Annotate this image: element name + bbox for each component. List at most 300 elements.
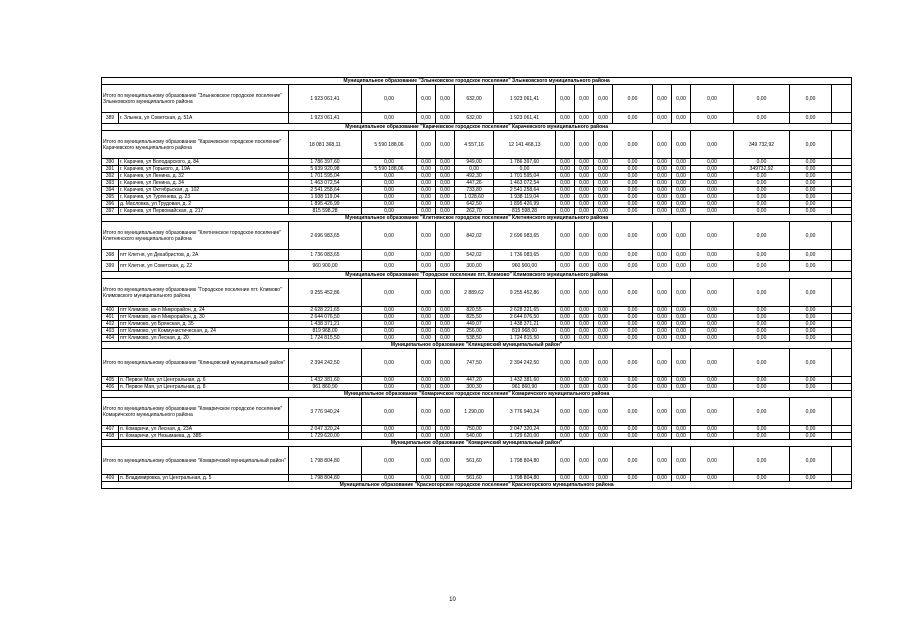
row-value-cell: 0,00 <box>734 159 790 166</box>
row-value-cell: 0,00 <box>436 187 455 194</box>
row-value-cell: 0,00 <box>436 475 455 482</box>
empty-cell <box>832 314 852 321</box>
row-value-cell: 0,00 <box>613 321 653 328</box>
table-row <box>102 475 852 482</box>
row-number: 409 <box>102 475 119 482</box>
row-value-cell: 0,00 <box>653 384 672 391</box>
row-address: г. Карачев, ул Ленина, д. 32 <box>119 173 289 180</box>
row-value-cell: 0,00 <box>556 261 575 272</box>
row-value-cell: 1 798 804,80 <box>289 475 362 482</box>
row-value-cell: 0,00 <box>790 335 832 342</box>
total-value-cell: 0,00 <box>734 447 790 475</box>
row-value-cell: 632,00 <box>455 113 494 124</box>
total-value-cell: 0,00 <box>556 349 575 377</box>
row-value-cell: 0,00 <box>691 261 734 272</box>
budget-table-body <box>102 78 852 489</box>
row-value-cell: 0,00 <box>556 475 575 482</box>
row-value-cell: 0,00 <box>362 194 417 201</box>
row-value-cell: 0,00 <box>613 433 653 440</box>
row-value-cell: 300,00 <box>455 261 494 272</box>
row-value-cell: 2 541 258,64 <box>289 187 362 194</box>
row-value-cell: 0,00 <box>556 314 575 321</box>
row-value-cell: 0,00 <box>362 159 417 166</box>
row-number: 403 <box>102 328 119 335</box>
total-label: Итого по муниципальному образованию "Комаричское городское поселение" Комаричского муниципального района <box>102 398 289 426</box>
total-value-cell: 0,00 <box>575 349 594 377</box>
row-value-cell: 0,00 <box>613 475 653 482</box>
row-value-cell: 0,00 <box>653 433 672 440</box>
row-value-cell: 1 701 595,04 <box>494 173 556 180</box>
empty-cell <box>832 377 852 384</box>
row-value-cell: 0,00 <box>417 208 436 215</box>
total-value-cell: 0,00 <box>734 279 790 307</box>
row-value-cell: 0,00 <box>417 159 436 166</box>
row-value-cell: 0,00 <box>575 166 594 173</box>
section-title: Муниципальное образование "Карачевское городское поселение" Карачевского муниципального района <box>102 124 852 131</box>
row-address: пгт Климово, кв-л Микрорайон, д. 24 <box>119 307 289 314</box>
row-value-cell: 300,30 <box>455 384 494 391</box>
row-value-cell: 0,00 <box>556 113 575 124</box>
row-address: п. Владимировка, ул Центральная, д. 5 <box>119 475 289 482</box>
row-value-cell: 0,00 <box>653 475 672 482</box>
row-value-cell: 0,00 <box>672 250 691 261</box>
row-value-cell: 0,00 <box>653 314 672 321</box>
row-value-cell: 0,00 <box>613 201 653 208</box>
total-value-cell: 0,00 <box>556 279 575 307</box>
row-value-cell: 0,00 <box>575 314 594 321</box>
total-value-cell: 0,00 <box>653 447 672 475</box>
total-value-cell: 0,00 <box>613 131 653 159</box>
total-value-cell: 0,00 <box>653 349 672 377</box>
row-value-cell: 447,26 <box>455 180 494 187</box>
row-value-cell: 0,00 <box>362 426 417 433</box>
row-value-cell: 0,00 <box>691 208 734 215</box>
row-address: г. Карачев, ул Тургенева, д. 23 <box>119 194 289 201</box>
row-value-cell: 0,00 <box>436 159 455 166</box>
total-value-cell: 0,00 <box>417 222 436 250</box>
total-value-cell: 0,00 <box>672 131 691 159</box>
row-value-cell: 0,00 <box>575 180 594 187</box>
row-value-cell: 2 628 221,65 <box>494 307 556 314</box>
table-row <box>102 208 852 215</box>
row-value-cell: 2 541 258,64 <box>494 187 556 194</box>
row-value-cell: 0,00 <box>691 113 734 124</box>
total-value-cell: 632,00 <box>455 85 494 113</box>
row-value-cell: 1 463 072,54 <box>494 180 556 187</box>
row-number: 398 <box>102 250 119 261</box>
row-value-cell: 0,00 <box>734 208 790 215</box>
row-value-cell: 0,00 <box>417 314 436 321</box>
section-total-row <box>102 398 852 426</box>
row-value-cell: 0,00 <box>556 208 575 215</box>
row-value-cell: 0,00 <box>672 433 691 440</box>
row-number: 395 <box>102 194 119 201</box>
total-value-cell: 0,00 <box>436 279 455 307</box>
row-value-cell: 0,00 <box>417 250 436 261</box>
budget-table <box>101 77 852 489</box>
row-value-cell: 492,30 <box>455 173 494 180</box>
row-value-cell: 750,00 <box>455 426 494 433</box>
empty-cell <box>832 194 852 201</box>
row-value-cell: 0,00 <box>734 261 790 272</box>
total-value-cell: 0,00 <box>691 222 734 250</box>
row-value-cell: 0,00 <box>734 426 790 433</box>
row-value-cell: 0,00 <box>653 377 672 384</box>
row-number: 394 <box>102 187 119 194</box>
row-value-cell: 0,00 <box>672 475 691 482</box>
table-row <box>102 166 852 173</box>
row-value-cell: 0,00 <box>417 201 436 208</box>
total-value-cell: 0,00 <box>734 85 790 113</box>
total-value-cell: 0,00 <box>417 131 436 159</box>
section-total-row <box>102 131 852 159</box>
total-value-cell: 0,00 <box>790 222 832 250</box>
row-value-cell: 0,00 <box>575 328 594 335</box>
row-value-cell: 0,00 <box>362 335 417 342</box>
row-value-cell: 0,00 <box>594 384 613 391</box>
row-value-cell: 0,00 <box>417 328 436 335</box>
row-value-cell: 449,07 <box>455 321 494 328</box>
row-value-cell: 0,00 <box>362 113 417 124</box>
empty-cell <box>832 187 852 194</box>
row-value-cell: 0,00 <box>790 426 832 433</box>
row-value-cell: 0,00 <box>691 328 734 335</box>
row-value-cell: 0,00 <box>734 335 790 342</box>
row-value-cell: 0,00 <box>790 377 832 384</box>
empty-cell <box>832 250 852 261</box>
total-value-cell: 349 732,92 <box>734 131 790 159</box>
section-header-row <box>102 78 852 85</box>
total-value-cell: 0,00 <box>672 398 691 426</box>
section-title: Муниципальное образование "Клинцовский муниципальный район" <box>102 342 852 349</box>
row-value-cell: 0,00 <box>436 208 455 215</box>
row-value-cell: 262,70 <box>455 208 494 215</box>
total-value-cell: 0,00 <box>417 349 436 377</box>
row-value-cell: 1 786 397,60 <box>289 159 362 166</box>
total-label: Итого по муниципальному образованию "Карачевское городское поселение" Карачевского муниципального района <box>102 131 289 159</box>
total-value-cell: 0,00 <box>594 349 613 377</box>
row-value-cell: 0,00 <box>362 208 417 215</box>
row-value-cell: 0,00 <box>362 377 417 384</box>
total-label: Итого по муниципальному образованию "Злынковское городское поселение" Злынковского муниципального района <box>102 85 289 113</box>
row-value-cell: 0,00 <box>672 166 691 173</box>
total-value-cell: 1 923 061,41 <box>494 85 556 113</box>
row-address: п. Комаричи, ул Лесная, д. 23А <box>119 426 289 433</box>
total-value-cell: 2 394 242,50 <box>494 349 556 377</box>
row-number: 402 <box>102 321 119 328</box>
total-value-cell: 0,00 <box>790 398 832 426</box>
total-value-cell: 0,00 <box>613 447 653 475</box>
row-number: 389 <box>102 113 119 124</box>
row-value-cell: 0,00 <box>594 159 613 166</box>
row-value-cell: 0,00 <box>672 201 691 208</box>
row-value-cell: 0,00 <box>575 384 594 391</box>
row-value-cell: 1 736 083,65 <box>289 250 362 261</box>
row-value-cell: 0,00 <box>417 173 436 180</box>
row-value-cell: 0,00 <box>417 194 436 201</box>
row-value-cell: 1 895 426,99 <box>289 201 362 208</box>
row-value-cell: 1 729 620,00 <box>494 433 556 440</box>
row-address: п. Первое Мая, ул Центральная, д. 8 <box>119 384 289 391</box>
row-address: г. Карачев, ул Первомайская, д. 217 <box>119 208 289 215</box>
row-value-cell: 0,00 <box>672 187 691 194</box>
section-header-row <box>102 342 852 349</box>
row-number: 405 <box>102 377 119 384</box>
section-total-row <box>102 222 852 250</box>
row-value-cell: 0,00 <box>436 426 455 433</box>
row-value-cell: 0,00 <box>362 187 417 194</box>
row-value-cell: 0,00 <box>613 180 653 187</box>
row-value-cell: 0,00 <box>594 180 613 187</box>
empty-cell <box>832 180 852 187</box>
row-value-cell: 0,00 <box>362 314 417 321</box>
row-value-cell: 0,00 <box>734 201 790 208</box>
total-value-cell: 0,00 <box>594 398 613 426</box>
table-row <box>102 201 852 208</box>
total-value-cell: 0,00 <box>362 85 417 113</box>
row-value-cell: 0,00 <box>613 113 653 124</box>
row-value-cell: 961 860,90 <box>494 384 556 391</box>
total-value-cell: 0,00 <box>691 85 734 113</box>
empty-cell <box>832 426 852 433</box>
row-value-cell: 1 786 397,60 <box>494 159 556 166</box>
row-value-cell: 0,00 <box>594 208 613 215</box>
row-address: пгт Климово, ул Лесная, д. 20 <box>119 335 289 342</box>
row-value-cell: 0,00 <box>672 377 691 384</box>
row-address: г. Карачев, ул Ленина, д. 34 <box>119 180 289 187</box>
row-value-cell: 825,50 <box>455 314 494 321</box>
row-value-cell: 0,00 <box>691 426 734 433</box>
row-address: г. Карачев, ул Володарского, д. 84 <box>119 159 289 166</box>
row-value-cell: 1 463 072,54 <box>289 180 362 187</box>
row-value-cell: 1 701 595,04 <box>289 173 362 180</box>
row-value-cell: 1 432 381,60 <box>494 377 556 384</box>
row-value-cell: 0,00 <box>556 384 575 391</box>
row-value-cell: 0,00 <box>790 113 832 124</box>
row-value-cell: 0,00 <box>734 433 790 440</box>
row-value-cell: 0,00 <box>362 384 417 391</box>
row-value-cell: 2 644 076,50 <box>494 314 556 321</box>
row-value-cell: 0,00 <box>613 307 653 314</box>
row-value-cell: 819 968,00 <box>494 328 556 335</box>
row-number: 400 <box>102 307 119 314</box>
row-value-cell: 0,00 <box>417 321 436 328</box>
row-value-cell: 819 968,00 <box>289 328 362 335</box>
row-value-cell: 0,00 <box>417 307 436 314</box>
row-value-cell: 0,00 <box>691 335 734 342</box>
total-value-cell: 0,00 <box>594 85 613 113</box>
row-value-cell: 0,00 <box>790 194 832 201</box>
row-value-cell: 0,00 <box>691 173 734 180</box>
row-value-cell: 0,00 <box>653 208 672 215</box>
row-value-cell: 960 900,00 <box>494 261 556 272</box>
total-value-cell: 0,00 <box>672 279 691 307</box>
row-value-cell: 0,00 <box>436 194 455 201</box>
row-value-cell: 1 798 804,80 <box>494 475 556 482</box>
total-value-cell: 0,00 <box>417 447 436 475</box>
table-row <box>102 321 852 328</box>
total-value-cell: 2 889,62 <box>455 279 494 307</box>
total-value-cell: 0,00 <box>362 447 417 475</box>
row-value-cell: 0,00 <box>653 159 672 166</box>
total-value-cell: 0,00 <box>734 222 790 250</box>
row-value-cell: 0,00 <box>653 261 672 272</box>
section-title: Муниципальное образование "Комаричское городское поселение" Комаричского муниципального района <box>102 391 852 398</box>
empty-cell <box>832 159 852 166</box>
total-value-cell: 0,00 <box>556 398 575 426</box>
total-value-cell: 0,00 <box>613 222 653 250</box>
row-value-cell: 0,00 <box>613 426 653 433</box>
row-value-cell: 0,00 <box>672 159 691 166</box>
total-value-cell: 0,00 <box>653 279 672 307</box>
row-value-cell: 0,00 <box>556 187 575 194</box>
section-header-row <box>102 482 852 489</box>
empty-cell <box>832 328 852 335</box>
row-value-cell: 0,00 <box>417 377 436 384</box>
section-total-row <box>102 279 852 307</box>
row-value-cell: 0,00 <box>556 250 575 261</box>
row-value-cell: 0,00 <box>672 180 691 187</box>
empty-cell <box>832 398 852 426</box>
total-value-cell: 0,00 <box>594 447 613 475</box>
row-value-cell: 0,00 <box>436 384 455 391</box>
row-value-cell: 5 939 920,98 <box>289 166 362 173</box>
total-value-cell: 0,00 <box>653 222 672 250</box>
row-value-cell: 0,00 <box>594 307 613 314</box>
total-value-cell: 0,00 <box>575 85 594 113</box>
empty-cell <box>832 201 852 208</box>
row-value-cell: 0,00 <box>362 261 417 272</box>
row-value-cell: 0,00 <box>594 475 613 482</box>
row-value-cell: 0,00 <box>436 261 455 272</box>
row-value-cell: 0,00 <box>556 328 575 335</box>
total-value-cell: 0,00 <box>436 447 455 475</box>
total-value-cell: 12 141 468,13 <box>494 131 556 159</box>
section-title: Муниципальное образование "Клетнянское городское поселение" Клетнянского муниципального района <box>102 215 852 222</box>
section-title: Муниципальное образование "Злынковское городское поселение" Злынковского муниципального района <box>102 78 852 85</box>
total-value-cell: 0,00 <box>436 349 455 377</box>
row-value-cell: 0,00 <box>594 194 613 201</box>
row-value-cell: 0,00 <box>594 261 613 272</box>
row-value-cell: 0,00 <box>455 166 494 173</box>
row-value-cell: 1 028,60 <box>455 194 494 201</box>
row-value-cell: 0,00 <box>672 384 691 391</box>
row-value-cell: 0,00 <box>653 201 672 208</box>
row-value-cell: 0,00 <box>790 166 832 173</box>
total-value-cell: 0,00 <box>575 279 594 307</box>
row-value-cell: 540,00 <box>455 433 494 440</box>
row-value-cell: 0,00 <box>436 201 455 208</box>
row-value-cell: 1 438 371,21 <box>289 321 362 328</box>
total-value-cell: 561,60 <box>455 447 494 475</box>
row-value-cell: 0,00 <box>790 433 832 440</box>
row-value-cell: 0,00 <box>594 187 613 194</box>
row-value-cell: 0,00 <box>556 194 575 201</box>
row-value-cell: 0,00 <box>556 307 575 314</box>
total-value-cell: 0,00 <box>691 349 734 377</box>
total-value-cell: 0,00 <box>362 398 417 426</box>
total-value-cell: 1 290,00 <box>455 398 494 426</box>
row-value-cell: 0,00 <box>653 328 672 335</box>
row-value-cell: 0,00 <box>594 433 613 440</box>
row-value-cell: 0,00 <box>790 475 832 482</box>
empty-cell <box>832 85 852 113</box>
row-address: д. Масловка, ул Трудовая, д. 2 <box>119 201 289 208</box>
page-number: 10 <box>449 597 456 603</box>
total-value-cell: 3 776 940,24 <box>289 398 362 426</box>
row-value-cell: 0,00 <box>691 194 734 201</box>
row-value-cell: 0,00 <box>613 159 653 166</box>
empty-cell <box>832 475 852 482</box>
table-row <box>102 194 852 201</box>
row-value-cell: 0,00 <box>417 261 436 272</box>
total-label: Итого по муниципальному образованию "Комаричский муниципальный район" <box>102 447 289 475</box>
row-address: пгт Климово, ул Коммунистическая, д. 24 <box>119 328 289 335</box>
section-title: Муниципальное образование "Городское поселение пгт. Климово" Климовского муниципального района <box>102 272 852 279</box>
total-value-cell: 9 255 452,86 <box>494 279 556 307</box>
total-value-cell: 0,00 <box>575 398 594 426</box>
total-value-cell: 0,00 <box>575 222 594 250</box>
row-value-cell: 447,20 <box>455 377 494 384</box>
row-value-cell: 0,00 <box>436 433 455 440</box>
total-value-cell: 0,00 <box>790 85 832 113</box>
row-value-cell: 0,00 <box>417 166 436 173</box>
row-value-cell: 0,00 <box>436 113 455 124</box>
row-value-cell: 0,00 <box>575 113 594 124</box>
row-value-cell: 820,55 <box>455 307 494 314</box>
section-header-row <box>102 440 852 447</box>
row-value-cell: 0,00 <box>653 426 672 433</box>
budget-table-sheet <box>101 77 846 489</box>
row-value-cell: 0,00 <box>790 384 832 391</box>
row-number: 397 <box>102 208 119 215</box>
row-value-cell: 0,00 <box>672 208 691 215</box>
total-value-cell: 0,00 <box>556 222 575 250</box>
row-value-cell: 0,00 <box>672 194 691 201</box>
row-value-cell: 0,00 <box>556 159 575 166</box>
row-value-cell: 0,00 <box>362 328 417 335</box>
row-value-cell: 0,00 <box>556 426 575 433</box>
row-value-cell: 0,00 <box>594 113 613 124</box>
empty-cell <box>832 433 852 440</box>
row-value-cell: 0,00 <box>436 166 455 173</box>
row-value-cell: 0,00 <box>790 208 832 215</box>
row-value-cell: 0,00 <box>575 173 594 180</box>
row-value-cell: 0,00 <box>790 173 832 180</box>
row-value-cell: 0,00 <box>653 166 672 173</box>
section-header-row <box>102 124 852 131</box>
row-value-cell: 0,00 <box>672 307 691 314</box>
total-value-cell: 0,00 <box>556 131 575 159</box>
empty-cell <box>832 307 852 314</box>
row-value-cell: 542,02 <box>455 250 494 261</box>
row-value-cell: 1 724 815,50 <box>494 335 556 342</box>
row-value-cell: 1 923 061,41 <box>289 113 362 124</box>
row-value-cell: 0,00 <box>417 475 436 482</box>
total-value-cell: 0,00 <box>653 131 672 159</box>
row-value-cell: 0,00 <box>436 335 455 342</box>
total-value-cell: 2 394 242,50 <box>289 349 362 377</box>
row-value-cell: 0,00 <box>691 180 734 187</box>
row-value-cell: 538,50 <box>455 335 494 342</box>
row-value-cell: 0,00 <box>691 307 734 314</box>
row-value-cell: 0,00 <box>594 335 613 342</box>
total-value-cell: 0,00 <box>653 398 672 426</box>
row-value-cell: 0,00 <box>556 201 575 208</box>
row-value-cell: 0,00 <box>734 307 790 314</box>
row-value-cell: 0,00 <box>594 166 613 173</box>
row-value-cell: 0,00 <box>436 328 455 335</box>
